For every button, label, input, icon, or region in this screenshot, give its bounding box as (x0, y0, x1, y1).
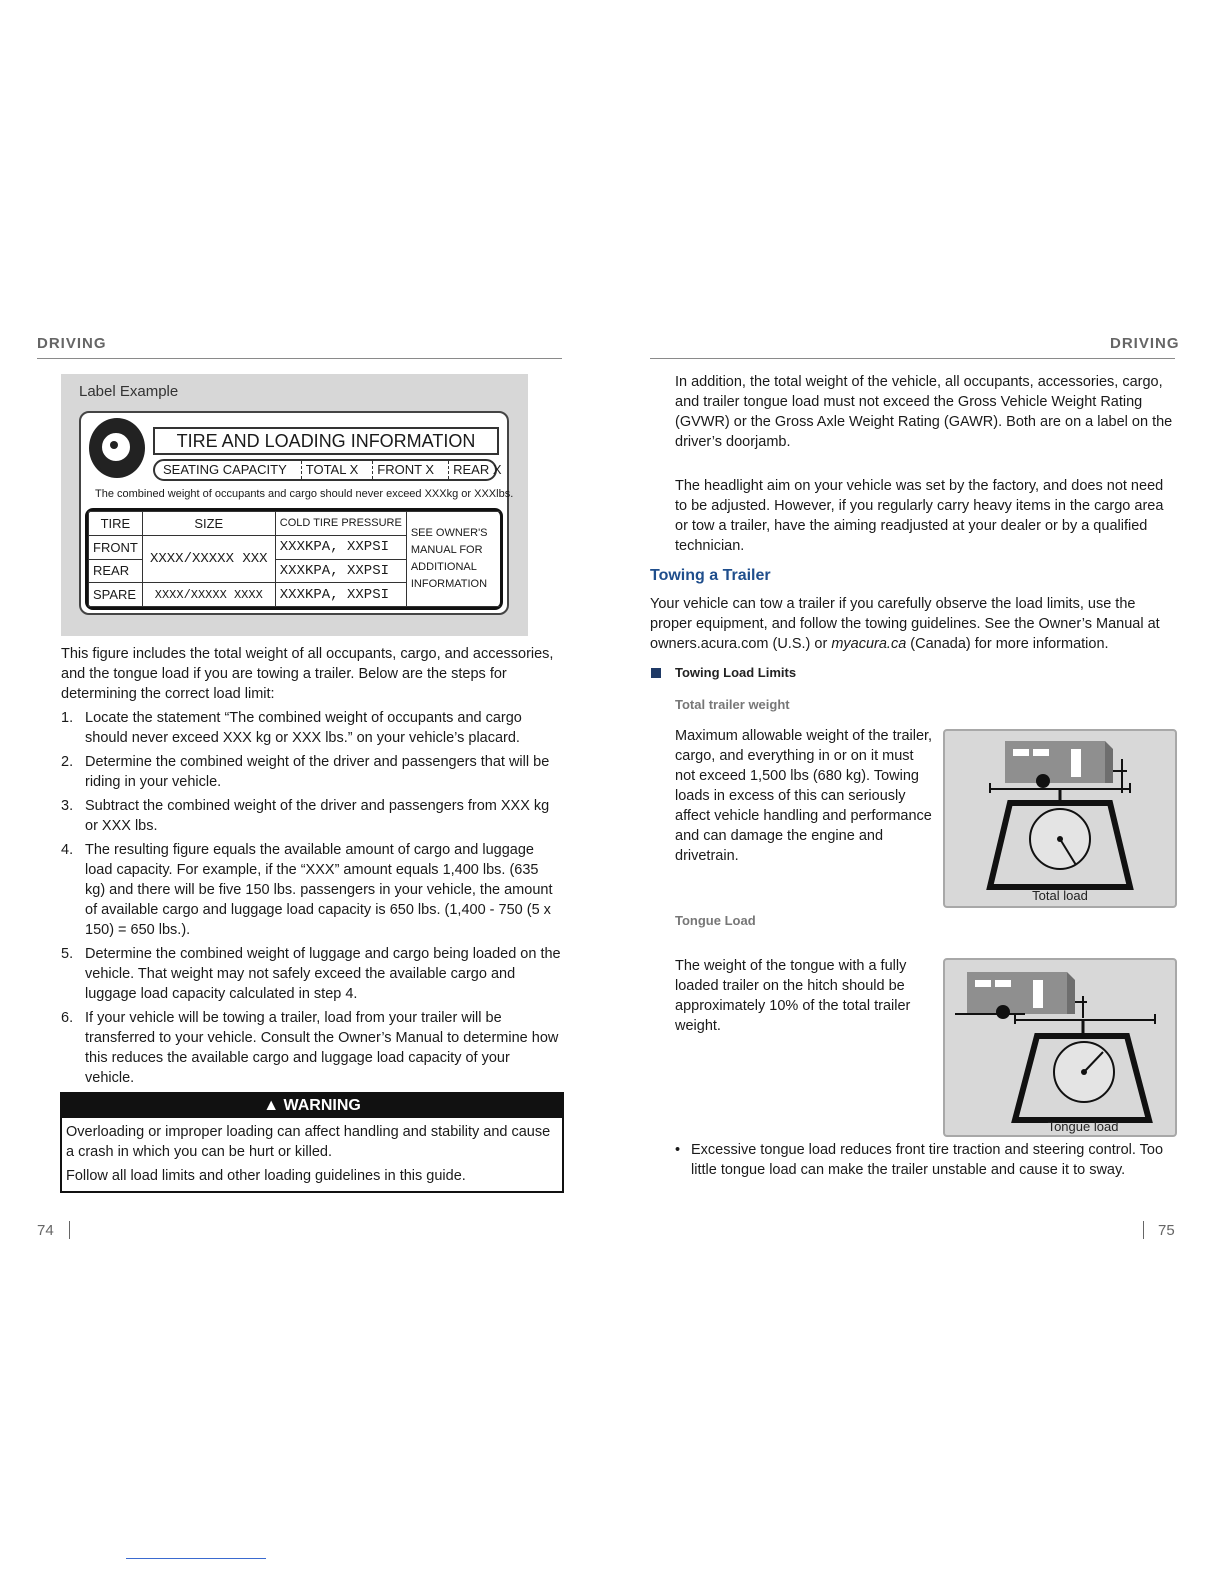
right-header-rule (650, 358, 1175, 359)
towing-load-limits-heading: Towing Load Limits (675, 665, 797, 680)
seating-capacity-row (153, 459, 502, 481)
total-weight-text: Maximum allowable weight of the trailer, cargo, and everything in or on it must not exceed 1,500 lbs (680 kg). Towing loads in excess of this can seriously affect vehicle handling and performance and can damage the engine and drivetrain. (675, 728, 933, 864)
total-load-illustration (945, 731, 1175, 906)
left-page-separator (69, 1221, 70, 1239)
row-front-size: XXXX/XXXXX XXX (142, 535, 275, 583)
tire-icon (89, 418, 145, 478)
warning-header (62, 1094, 562, 1118)
towing-heading: Towing a Trailer (650, 567, 771, 584)
total-load-diagram (943, 729, 1177, 908)
seating-total: TOTAL X (301, 461, 359, 479)
tongue-load-diagram (943, 958, 1177, 1137)
right-page-separator (1143, 1221, 1144, 1239)
total-weight-heading: Total trailer weight (675, 697, 790, 712)
warning-box (60, 1092, 564, 1193)
tongue-load-illustration (945, 960, 1175, 1135)
warning-title: WARNING (283, 1097, 361, 1114)
total-load-label: Total load (1032, 888, 1088, 903)
col-size: SIZE (142, 512, 275, 536)
warning-text-2: Follow all load limits and other loading guidelines in this guide. (66, 1168, 466, 1184)
step-item: 3. Subtract the combined weight of the driver and passengers from XXX kg or XXX lbs. (61, 798, 550, 834)
seating-label: SEATING CAPACITY (163, 462, 287, 477)
warning-text-1: Overloading or improper loading can affect handling and stability and cause a crash in which you can be hurt or killed. (66, 1124, 551, 1160)
tongue-load-bullet: • Excessive tongue load reduces front tire traction and steering control. Too little tongue load can make the trailer unstable and cause it to sway. (675, 1142, 1164, 1178)
seating-front: FRONT X (372, 461, 434, 479)
left-page-number: 74 (37, 1222, 54, 1239)
tire-placard (79, 411, 514, 615)
footer-link-line (126, 1558, 266, 1559)
row-front-tire: FRONT (89, 535, 143, 559)
tire-pressure-table (85, 508, 503, 610)
right-page-number: 75 (1158, 1222, 1175, 1239)
step-item: 5. Determine the combined weight of luggage and cargo being loaded on the vehicle. That weight may not safely exceed the available cargo and luggage load capacity calculated in step 4. (61, 946, 561, 1002)
row-rear-pressure: XXXKPA, XXPSI (275, 559, 406, 583)
headlight-paragraph: The headlight aim on your vehicle was set by the factory, and does not need to be adjusted. However, if you regularly carry heavy items in the cargo area or tow a trailer, have the aiming readjusted at your dealer or by a qualified technician. (675, 478, 1164, 554)
load-limit-steps (61, 708, 561, 1092)
trailer-body (1005, 741, 1105, 783)
right-section-title: DRIVING (1110, 335, 1180, 352)
trailer-wheel (996, 1005, 1010, 1019)
placard-heading: TIRE AND LOADING INFORMATION (153, 427, 499, 455)
bullet-dot-icon: • (675, 1142, 681, 1158)
seating-rear: REAR X (448, 461, 501, 479)
combined-weight-statement: The combined weight of occupants and cargo should never exceed XXXkg or XXXlbs. (95, 488, 514, 500)
left-section-title: DRIVING (37, 335, 107, 352)
step-item: 2. Determine the combined weight of the driver and passengers that will be riding in your vehicle. (61, 754, 550, 790)
col-tire: TIRE (89, 512, 143, 536)
owners-manual-note: SEE OWNER'S MANUAL FOR ADDITIONAL INFORMATION (406, 512, 500, 607)
label-example-figure (61, 374, 528, 636)
tongue-load-label: Tongue load (1047, 1119, 1119, 1134)
tongue-load-heading: Tongue Load (675, 913, 756, 928)
tongue-load-text: The weight of the tongue with a fully loaded trailer on the hitch should be approximately 10% of the total trailer weight. (675, 958, 911, 1034)
step-item: 1. Locate the statement “The combined weight of occupants and cargo should never exceed XXX kg or XXX lbs.” on your vehicle’s placard. (61, 710, 522, 746)
warning-triangle-icon: ▲ (263, 1097, 280, 1114)
gvwr-paragraph: In addition, the total weight of the vehicle, all occupants, accessories, cargo, and trailer tongue load must not exceed the Gross Vehicle Weight Rating (GVWR) or the Gross Axle Weight Rating (GAWR). Both are on a label on the driver’s doorjamb. (675, 374, 1173, 450)
row-spare-size: XXXX/XXXXX XXXX (142, 583, 275, 607)
row-front-pressure: XXXKPA, XXPSI (275, 535, 406, 559)
towing-intro: Your vehicle can tow a trailer if you carefully observe the load limits, use the proper equipment, and follow the towing guidelines. See the Owner’s Manual at owners.acura.com (U.S.) or myacura.ca (Canada) for more information. (650, 596, 1160, 652)
row-spare-tire: SPARE (89, 583, 143, 607)
step-item: 4. The resulting figure equals the available amount of cargo and luggage load capacity. For example, if the “XXX” amount equals 1,400 lbs. (635 kg) and there will be five 150 lbs. passengers in your vehicle, the amount of available cargo and luggage load capacity is 650 lbs. (1,400 - 750 (5 x 150) = 650 lbs.). (61, 842, 553, 938)
load-intro-text: This figure includes the total weight of all occupants, cargo, and accessories, and the tongue load if you are towing a trailer. Below are the steps for determining the correct load limit: (61, 646, 554, 702)
square-bullet-icon (651, 668, 661, 678)
trailer-wheel (1036, 774, 1050, 788)
label-example-title: Label Example (79, 383, 179, 400)
row-rear-tire: REAR (89, 559, 143, 583)
row-spare-pressure: XXXKPA, XXPSI (275, 583, 406, 607)
col-pressure: COLD TIRE PRESSURE (275, 512, 406, 536)
step-item: 6. If your vehicle will be towing a trailer, load from your trailer will be transferred to your vehicle. Consult the Owner’s Manual to determine how this reduces the available cargo and luggage load capacity of your vehicle. (61, 1010, 559, 1086)
trailer-body (967, 972, 1067, 1014)
left-header-rule (37, 358, 562, 359)
